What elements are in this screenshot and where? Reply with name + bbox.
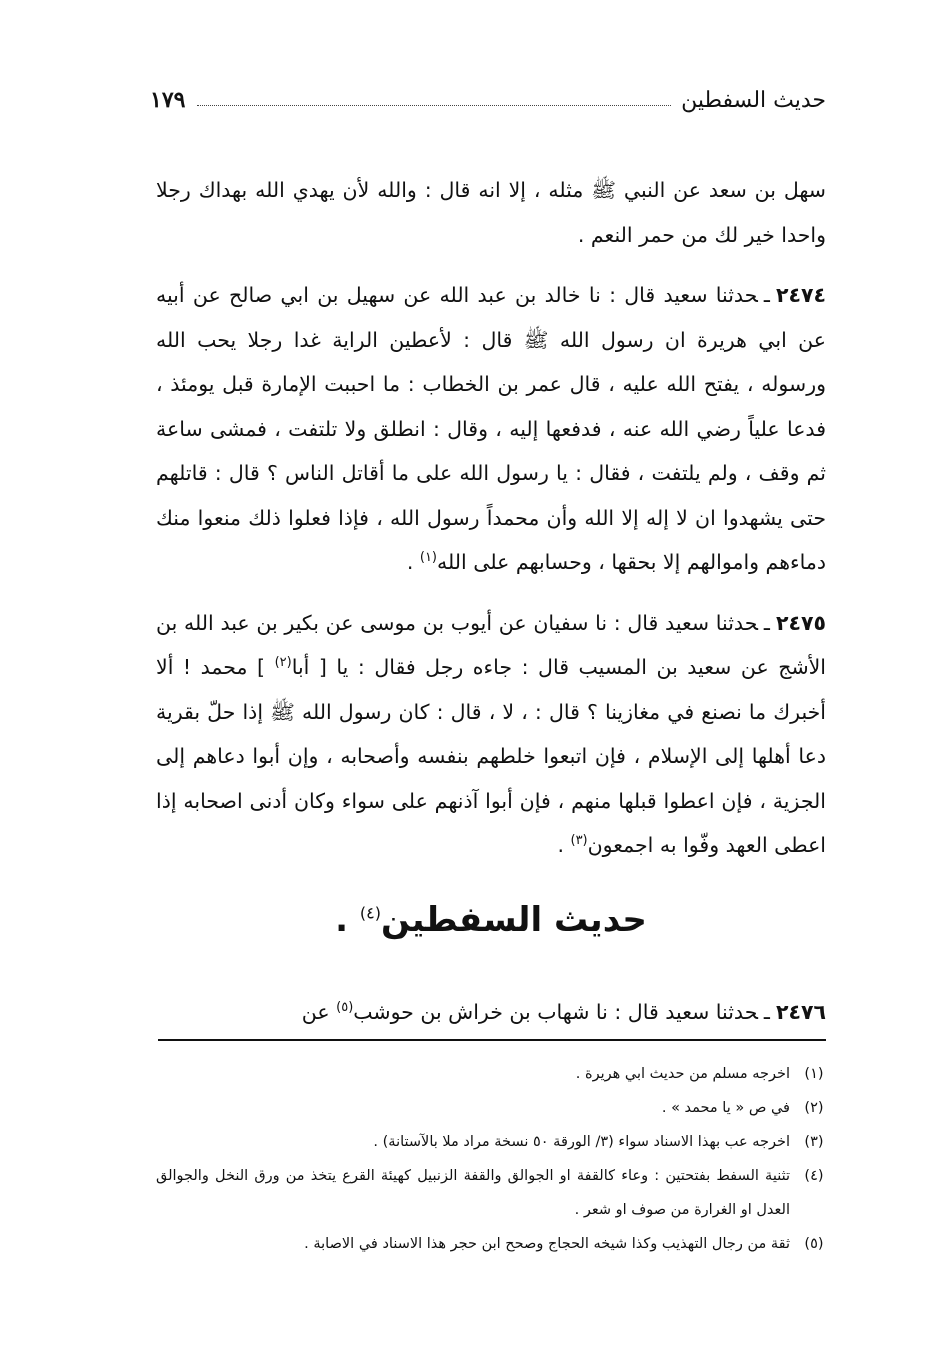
paragraph-tail: . bbox=[557, 833, 571, 857]
hadith-paragraph bbox=[156, 273, 826, 585]
footnote-reference[interactable]: (٤) bbox=[359, 903, 382, 923]
footnotes bbox=[156, 1057, 832, 1261]
footnote-mark: (٢) bbox=[804, 1100, 824, 1116]
paragraph-text: ] محمد ! ألا أخبرك ما نصنع في مغازينا ؟ قال : ، لا ، قال : كان رسول الله ﷺ إذا حلّ بقرية دعا أهلها إلى الإسلام ، فإن اتبعوا خلطهم بنفسه وأصحابه ، وإن أبوا دعاهم إلى الجزية ، فإن اعطوا قبلها منهم ، فإن أبوا آذنهم على سواء وكان أدنى اصحابه إذا اعطى العهد وفّوا به اجمعون bbox=[156, 655, 826, 857]
paragraph-tail: عن bbox=[301, 1000, 337, 1024]
footnote-item bbox=[156, 1057, 832, 1091]
section-heading bbox=[156, 900, 826, 940]
footnote-mark: (٤) bbox=[804, 1168, 824, 1184]
paragraph-continuation bbox=[156, 168, 826, 257]
footnote-reference[interactable]: (٥) bbox=[336, 1000, 354, 1016]
hadith-paragraph bbox=[156, 990, 826, 1034]
main-text bbox=[156, 168, 826, 868]
section-heading-tail: . bbox=[335, 900, 360, 940]
footnote-mark: (٣) bbox=[804, 1134, 824, 1150]
paragraph-tail: . bbox=[406, 550, 420, 574]
footnote-mark: (١) bbox=[804, 1066, 824, 1082]
footnote-mark: (٥) bbox=[804, 1236, 824, 1252]
footnote-item bbox=[156, 1125, 832, 1159]
paragraph-text: حدثنا سعيد قال : نا خالد بن عبد الله عن سهيل بن ابي صالح عن أبيه عن ابي هريرة ان رسول الله ﷺ قال : لأعطين الراية غدا رجلا يحب الله ورسوله ، يفتح الله عليه ، قال عمر بن الخطاب : ما احببت الإمارة قبل يومئذ ، فدعا علياً رضي الله عنه ، فدفعها إليه ، وقال : انطلق ولا تلتفت ، فمشى ساعة ثم وقف ، ولم يلتفت ، فقال : يا رسول الله على ما أقاتل الناس ؟ قال : قاتلهم حتى يشهدوا ان لا إله إلا الله وأن محمداً رسول الله ، فإذا فعلوا ذلك منعوا منك دماءهم واموالهم إلا بحقها ، وحسابهم على الله bbox=[156, 283, 826, 574]
footnote-text: ثقة من رجال التهذيب وكذا شيخه الحجاج وصحح ابن حجر هذا الاسناد في الاصابة . bbox=[304, 1236, 790, 1252]
paragraph-text: حدثنا سعيد قال : نا سفيان عن أيوب بن موسى عن بكير بن عبد الله بن الأشج عن سعيد بن المسيب قال : جاءه رجل فقال : يا [ أبا bbox=[156, 610, 827, 679]
page-number: ١٧٩ bbox=[150, 87, 186, 113]
footnote-item bbox=[156, 1227, 832, 1261]
running-title: حديث السفطين bbox=[681, 87, 826, 113]
hadith-dash: ـ bbox=[763, 610, 770, 635]
footnote-item bbox=[156, 1159, 832, 1227]
paragraph-text: سهل بن سعد عن النبي ﷺ مثله ، إلا انه قال : والله لأن يهدي الله بهداك رجلا واحدا خير لك من حمر النعم . bbox=[156, 178, 826, 247]
footnote-reference[interactable]: (١) bbox=[419, 550, 437, 566]
hadith-dash: ـ bbox=[763, 283, 770, 307]
hadith-number: ٢٤٧٥ bbox=[775, 610, 826, 635]
footnote-text: اخرجه مسلم من حديث ابي هريرة . bbox=[575, 1066, 790, 1082]
footnote-reference[interactable]: (٣) bbox=[570, 833, 588, 849]
footnote-text: اخرجه عب بهذا الاسناد سواء (٣/ الورقة ٥٠ نسخة مراد ملا بالآستانة) . bbox=[373, 1134, 790, 1150]
footnote-text: في ص « يا محمد » . bbox=[661, 1100, 790, 1116]
page-header bbox=[150, 80, 826, 120]
header-dotted-leader bbox=[197, 105, 671, 106]
footnote-text: تثنية السفط بفتحتين : وعاء كالقفة او الجوالق والقفة الزنبيل كهيئة القرع يتخذ من ورق النخل والجوالق العدل او الغرارة من صوف او شعر . bbox=[156, 1168, 790, 1218]
paragraph-text: حدثنا سعيد قال : نا شهاب بن خراش بن حوشب bbox=[353, 1000, 758, 1024]
footnote-separator bbox=[158, 1039, 826, 1041]
hadith-number: ٢٤٧٤ bbox=[775, 283, 826, 307]
footnote-reference[interactable]: (٢) bbox=[274, 655, 292, 671]
hadith-paragraph bbox=[156, 601, 826, 868]
hadith-number: ٢٤٧٦ bbox=[775, 1000, 826, 1024]
section-title: حديث السفطين bbox=[381, 900, 647, 940]
footnote-item bbox=[156, 1091, 832, 1125]
hadith-dash: ـ bbox=[763, 1000, 770, 1024]
